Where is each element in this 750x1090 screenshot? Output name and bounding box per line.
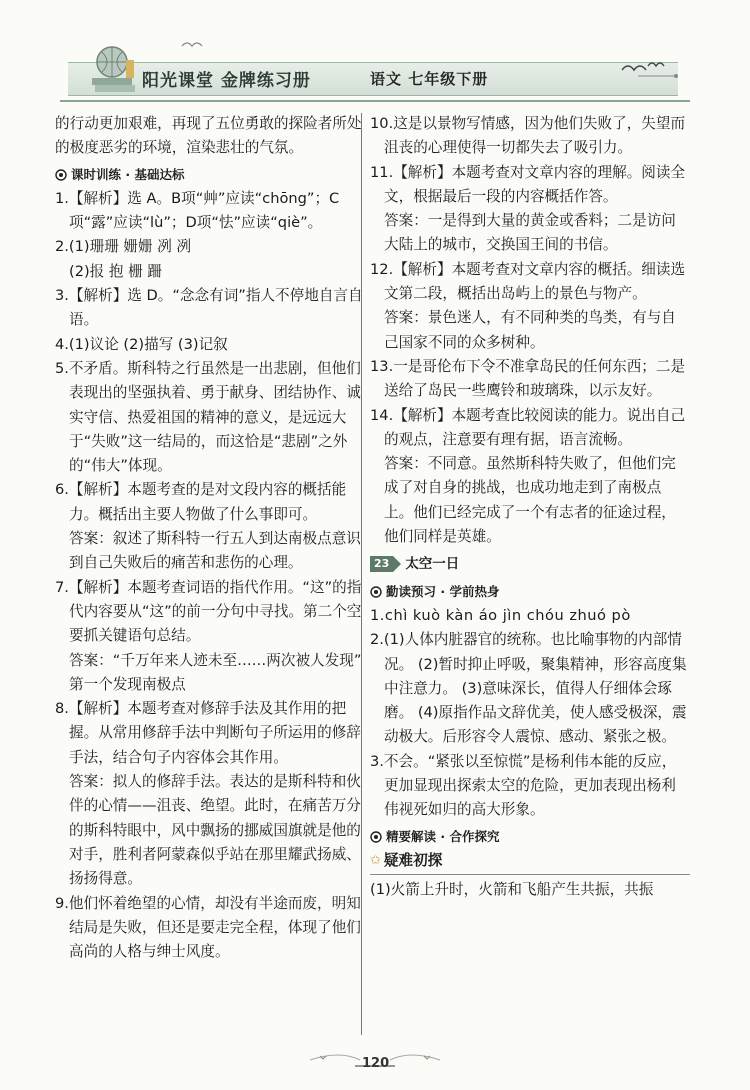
answer-r1: 1.chì kuò kàn áo jìn chóu zhuó pò [370,606,631,624]
lesson-number: 23 [370,556,393,572]
answer-3: 3.【解析】选 D。“念念有词”指人不停地自言自语。 [55,287,363,329]
answer-1: 1.【解析】选 A。B项“艸”应读“chōng”；C项“露”应读“lù”；D项“怯”应读“qiè”。 [55,189,340,232]
section-heading: 勤读预习 · 学前热身 [370,580,690,604]
section-bullet-icon [370,831,382,843]
answer-r3: 3.不会。“紧张以至惊慌”是杨利伟本能的反应，更加显现出探索太空的危险，更加表现出杨利伟视死如归的高大形象。 [370,752,677,819]
answer-7-analysis: 7.【解析】本题考查词语的指代作用。“这”的指代内容要从“这”的前一分句中寻找。第二个空要抓关键语句总结。 [55,578,362,645]
left-column [55,112,375,964]
answer-13: 13.一是哥伦布下令不准拿岛民的任何东西；二是送给了岛民一些鹰铃和玻璃珠，以示友好。 [370,357,686,400]
header-title: 阳光课堂 金牌练习册 [142,71,311,91]
birds-icon [618,54,678,80]
section-bullet-icon [55,169,67,181]
subsection-heading: ✩ 疑难初探 [370,849,690,875]
page-header [0,0,750,112]
section-heading: 精要解读 · 合作探究 [370,825,690,849]
answer-r4: (1)火箭上升时，火箭和飞船产生共振，共振 [370,881,654,899]
answer-8-key: 答案：拟人的修辞手法。表达的是斯科特和伙伴的心情——沮丧、绝望。此时，在痛苦万分的斯科特眼中，风中飘扬的挪威国旗就是他的对手，胜利者阿蒙森似乎站在那里耀武扬威、扬扬得意。 [69,773,361,888]
answer-10: 10.这是以景物写情感，因为他们失败了，失望而沮丧的心理使得一切都失去了吸引力。 [370,115,686,157]
answer-11-key: 答案：一是得到大量的黄金或香料；二是访问大陆上的城市，交换国王间的书信。 [384,212,676,254]
answer-6-key: 答案：叙述了斯科特一行五人到达南极点意识到自己失败后的痛苦和悲伤的心理。 [69,530,361,572]
header-rule [60,100,690,102]
answer-2b: (2)报 抱 栅 跚 [69,262,162,280]
right-column [370,112,690,903]
answer-text: 的行动更加艰难，再现了五位勇敢的探险者所处的极度恶劣的环境，渲染悲壮的气氛。 [55,115,362,157]
answer-9: 9.他们怀着绝望的心情，却没有半途而废，明知结局是失败，但还是要走完全程，体现了他们高尚的人格与绅士风度。 [55,894,361,961]
globe-books-icon [86,40,144,98]
answer-14-analysis: 14.【解析】本题考查比较阅读的能力。说出自己的观点，注意要有理有据，语言流畅。 [370,406,686,448]
page-number: 120 [362,1056,390,1071]
header-subject: 语文 七年级下册 [370,70,489,88]
birds-icon [180,38,210,52]
answer-r2: 2.(1)人体内脏器官的统称。也比喻事物的内部情况。 (2)暂时抑止呼吸，聚集精神，形容高度集中注意力。 (3)意味深长，值得人仔细体会琢磨。 (4)原指作品文辞优美，使人感受极深，震动极大。后形容令人震惊、感动、紧张之极。 [370,631,687,746]
answer-4: 4.(1)议论 (2)描写 (3)记叙 [55,335,228,353]
answer-6-analysis: 6.【解析】本题考查的是对文段内容的概括能力。概括出主要人物做了什么事即可。 [55,481,347,523]
answer-5: 5.不矛盾。斯科特之行虽然是一出悲剧，但他们表现出的坚强执着、勇于献身、团结协作、诚实守信、热爱祖国的精神的意义，是远远大于“失败”这一结局的，而这恰是“悲剧”之外的“伟大”体现。 [55,359,361,475]
answer-11-analysis: 11.【解析】本题考查对文章内容的理解。阅读全文，根据最后一段的内容概括作答。 [370,163,686,205]
answer-2a: 2.(1)珊珊 姗姗 冽 冽 [55,238,192,256]
section-heading: 课时训练 · 基础达标 [55,163,375,187]
star-icon: ✩ [370,852,381,868]
answer-12-analysis: 12.【解析】本题考查对文章内容的概括。细读选文第二段，概括出岛屿上的景色与物产。 [370,260,686,303]
answer-8-analysis: 8.【解析】本题考查对修辞手法及其作用的把握。从常用修辞手法中判断句子所运用的修辞手法，结合句子内容体会其作用。 [55,700,361,766]
answer-12-key: 答案：景色迷人，有不同种类的鸟类，有与自己国家不同的众多树种。 [384,309,676,351]
lesson-title: 太空一日 [405,556,460,573]
answer-7-key: 答案：“千万年来人迹未至……两次被人发现” 第一个发现南极点 [69,651,362,693]
lesson-heading [370,552,690,576]
arrow-icon [393,556,401,572]
section-bullet-icon [370,586,382,598]
answer-14-key: 答案：不同意。虽然斯科特失败了，但他们完成了对自身的挑战，也成功地走到了南极点上。他们已经完成了一个有志者的征途过程，他们同样是英雄。 [384,455,676,546]
